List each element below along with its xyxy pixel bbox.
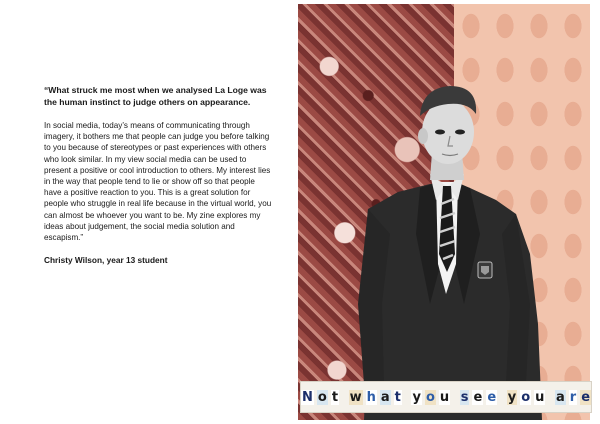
student-figure xyxy=(298,4,590,420)
slogan-letter: u xyxy=(535,389,545,405)
ransom-note-slogan xyxy=(300,381,592,413)
slogan-letter: e xyxy=(581,389,591,405)
slogan-letter: w xyxy=(349,389,362,405)
slogan-letter: r xyxy=(569,389,577,405)
slogan-letter: u xyxy=(439,389,450,405)
statement-body: In social media, today’s means of communicating through imagery, it bothers me that people can judge you before talking to you because of stereotypes or past experiences with others who look similar. In my view social media can be used to present a positive or cool introduction to others. My interest lies in the way that people tend to lie or show off so that people have a positive reaction to you. This is a great solution for people who struggle in real life because in the virtual world, you can almost be whoever you want to be. My zine explores my ideas about judgement, the social media solution and escapism.” xyxy=(44,121,272,243)
slogan-letter: o xyxy=(317,389,327,405)
slogan-letter: o xyxy=(521,389,531,405)
slogan-letter: t xyxy=(394,389,401,405)
slogan-letter: y xyxy=(412,389,421,405)
slogan-letter: e xyxy=(487,389,497,405)
collage-artwork xyxy=(298,4,590,420)
pull-quote: “What struck me most when we analysed La Loge was the human instinct to judge others on appearance. xyxy=(44,85,267,107)
slogan-letter: o xyxy=(425,389,435,405)
slogan-letter: e xyxy=(473,389,483,405)
slogan-letter: h xyxy=(366,389,376,405)
slogan-letter: a xyxy=(555,389,565,405)
slogan-letter: a xyxy=(380,389,390,405)
slogan-letter: s xyxy=(460,389,469,405)
slogan-letter: y xyxy=(507,389,517,405)
slogan-letter: N xyxy=(301,389,313,405)
slogan-letter: t xyxy=(331,389,339,405)
statement-column xyxy=(44,84,272,266)
author-credit: Christy Wilson, year 13 student xyxy=(44,255,168,266)
